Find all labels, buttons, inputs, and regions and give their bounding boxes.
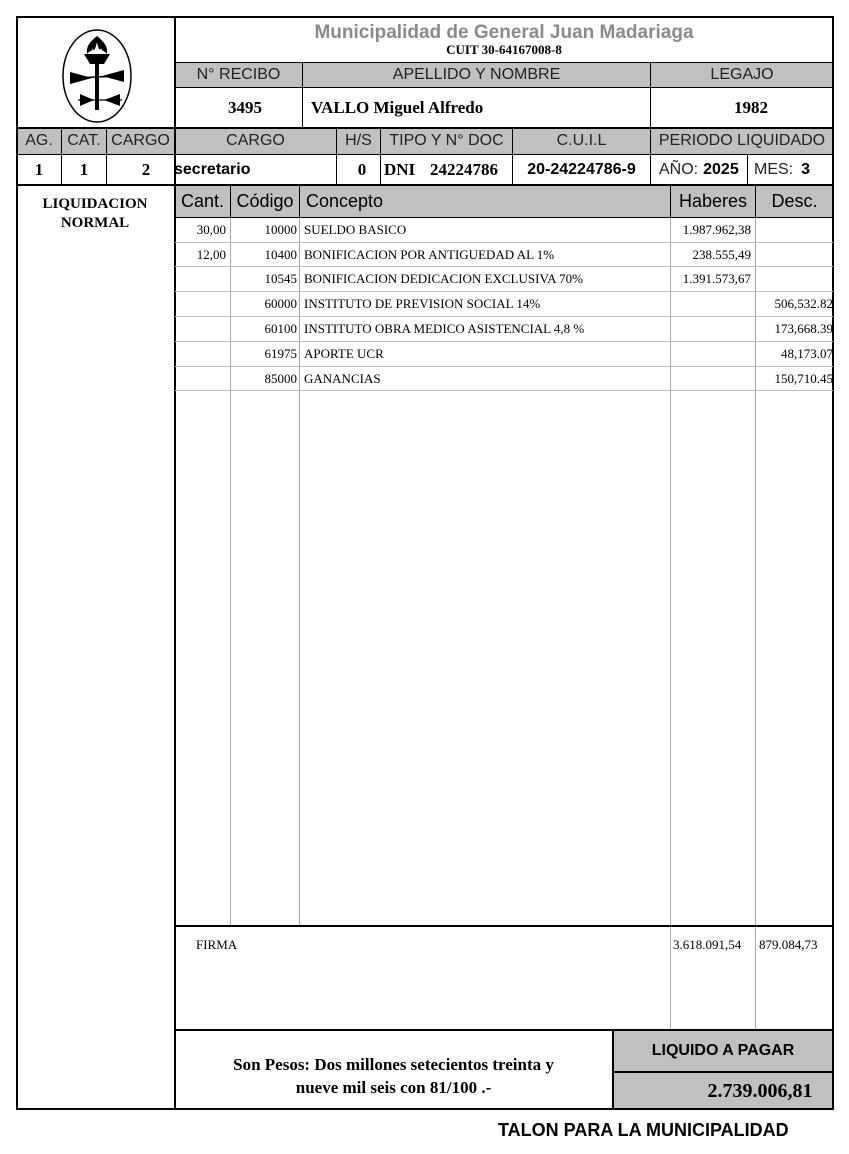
row-desc: 506,532.82: [774, 296, 833, 311]
mes-value: 3: [801, 161, 811, 178]
cuil-label: C.U.I.L: [556, 132, 607, 149]
row-desc: 48,173.07: [781, 346, 833, 361]
row-codigo: 10545: [264, 271, 297, 286]
liquido-label: LIQUIDO A PAGAR: [651, 1042, 795, 1059]
hs-value: 0: [357, 160, 367, 179]
municipal-seal-icon: [60, 28, 134, 124]
col-desc-header: Desc.: [771, 190, 818, 211]
periodo-label: PERIODO LIQUIDADO: [658, 132, 826, 149]
row-codigo: 85000: [264, 371, 297, 386]
mes-label: MES:: [754, 161, 794, 178]
total-desc: 879.084,73: [759, 937, 818, 952]
total-haberes: 3.618.091,54: [673, 937, 742, 952]
cat-value: 1: [79, 160, 89, 179]
firma-label: FIRMA: [196, 937, 238, 952]
row-concepto: BONIFICACION POR ANTIGUEDAD AL 1%: [304, 247, 555, 262]
row-codigo: 10400: [264, 247, 297, 262]
liquido-value: 2.739.006,81: [707, 1079, 813, 1102]
cargo-label: CARGO: [226, 132, 285, 149]
row-desc: 173,668.39: [774, 321, 833, 336]
anio-value: 2025: [703, 161, 739, 178]
row-concepto: SUELDO BASICO: [304, 222, 407, 237]
row-concepto: INSTITUTO OBRA MEDICO ASISTENCIAL 4,8 %: [304, 321, 585, 336]
cat-label: CAT.: [67, 132, 101, 149]
son-pesos-line2: nueve mil seis con 81/100 .-: [295, 1078, 492, 1097]
row-codigo: 60000: [264, 296, 297, 311]
row-haberes: 238.555,49: [692, 247, 751, 262]
doc-type-value: DNI: [384, 160, 416, 179]
row-haberes: 1.987.962,38: [682, 222, 751, 237]
recibo-value: 3495: [228, 97, 262, 117]
legajo-value: 1982: [734, 97, 768, 117]
row-desc: 150,710.45: [774, 371, 833, 386]
col-concepto-header: Concepto: [306, 190, 384, 211]
cargo-value: secretario: [174, 161, 251, 178]
cargo-code-value: 2: [141, 160, 151, 179]
cargo-code-label: CARGO: [111, 132, 170, 149]
col-codigo-header: Código: [236, 190, 294, 211]
row-codigo: 60100: [264, 321, 297, 336]
row-concepto: BONIFICACION DEDICACION EXCLUSIVA 70%: [304, 271, 583, 286]
talon-label: TALON PARA LA MUNICIPALIDAD: [498, 1120, 789, 1140]
municipality-title: Municipalidad de General Juan Madariaga: [314, 22, 694, 43]
row-concepto: APORTE UCR: [304, 346, 384, 361]
nombre-label: APELLIDO Y NOMBRE: [392, 66, 561, 83]
cuil-value: 20-24224786-9: [527, 161, 636, 178]
row-cant: 12,00: [196, 247, 226, 262]
col-haberes-header: Haberes: [678, 190, 748, 211]
ag-label: AG.: [25, 132, 53, 149]
row-concepto: GANANCIAS: [304, 371, 381, 386]
row-cant: 30,00: [196, 222, 226, 237]
doc-label: TIPO Y N° DOC: [389, 132, 504, 149]
row-haberes: 1.391.573,67: [682, 271, 751, 286]
row-codigo: 10000: [264, 222, 297, 237]
liquidation-type: LIQUIDACION NORMAL: [42, 196, 148, 231]
ag-value: 1: [34, 160, 44, 179]
nombre-value: VALLO Miguel Alfredo: [311, 97, 484, 117]
legajo-label: LEGAJO: [710, 66, 774, 83]
recibo-label: N° RECIBO: [196, 66, 281, 83]
doc-number-value: 24224786: [430, 160, 498, 179]
cuit-label: CUIT 30-64167008-8: [446, 42, 562, 57]
son-pesos-line1: Son Pesos: Dos millones setecientos treinta y: [233, 1055, 554, 1074]
hs-label: H/S: [345, 132, 372, 149]
row-codigo: 61975: [264, 346, 297, 361]
col-cant-header: Cant.: [180, 190, 225, 211]
row-concepto: INSTITUTO DE PREVISION SOCIAL 14%: [304, 296, 541, 311]
anio-label: AÑO:: [659, 161, 699, 178]
